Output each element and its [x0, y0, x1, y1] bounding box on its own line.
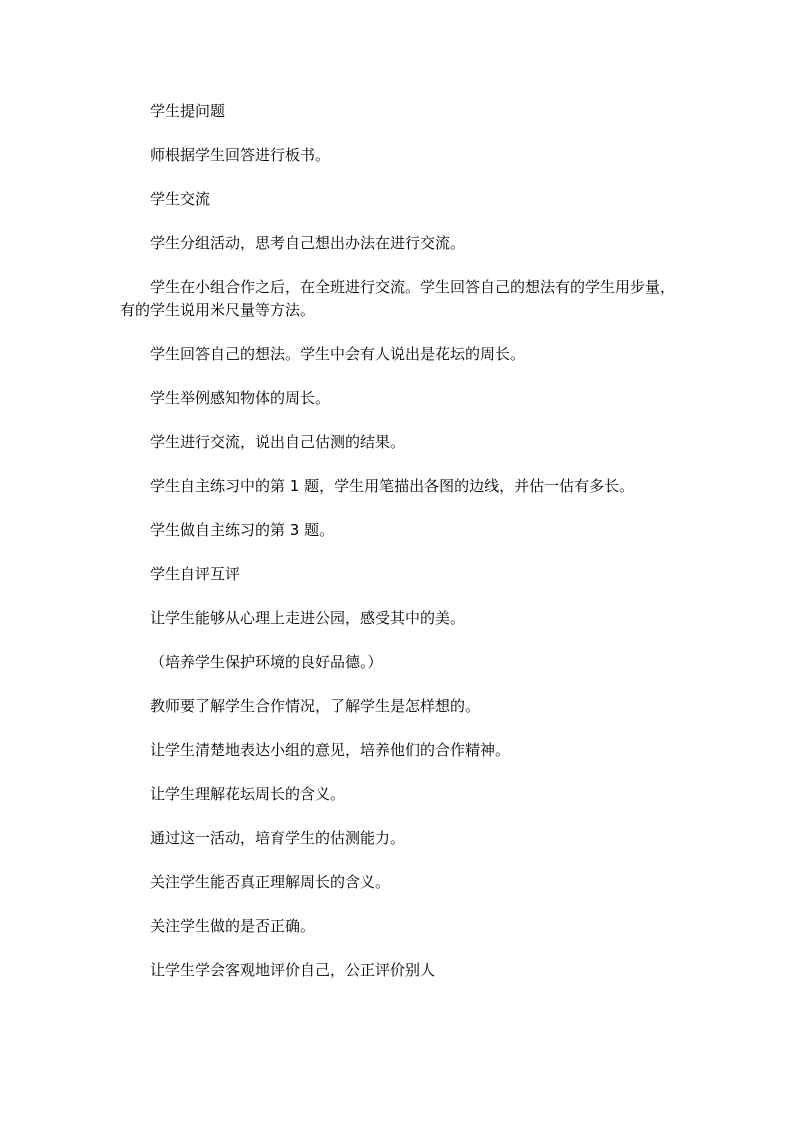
paragraph: 关注学生能否真正理解周长的含义。 [150, 873, 391, 891]
paragraph: 让学生理解花坛周长的含义。 [150, 785, 346, 803]
paragraph: 学生在小组合作之后，在全班进行交流。学生回答自己的想法有的学生用步量，有的学生说用米尺量等方法。 [120, 278, 676, 319]
paragraph: （培养学生保护环境的良好品德。） [150, 653, 383, 671]
paragraph: 学生提问题 [150, 102, 226, 120]
paragraph: 学生进行交流，说出自己估测的结果。 [150, 433, 406, 451]
paragraph: 教师要了解学生合作情况，了解学生是怎样想的。 [150, 697, 481, 715]
paragraph: 学生分组活动，思考自己想出办法在进行交流。 [150, 234, 466, 252]
document-body [120, 100, 680, 1003]
paragraph: 通过这一活动，培育学生的估测能力。 [150, 829, 406, 847]
paragraph: 学生自主练习中的第 1 题，学生用笔描出各图的边线，并估一估有多长。 [150, 477, 635, 495]
paragraph: 师根据学生回答进行板书。 [150, 146, 331, 164]
paragraph: 学生交流 [150, 190, 211, 208]
paragraph: 让学生能够从心理上走进公园，感受其中的美。 [150, 609, 466, 627]
paragraph: 学生自评互评 [150, 565, 241, 583]
paragraph: 学生回答自己的想法。学生中会有人说出是花坛的周长。 [150, 345, 526, 363]
paragraph: 让学生学会客观地评价自己，公正评价别人 [150, 961, 436, 979]
paragraph: 学生举例感知物体的周长。 [150, 389, 331, 407]
paragraph: 让学生清楚地表达小组的意见，培养他们的合作精神。 [150, 741, 511, 759]
paragraph: 关注学生做的是否正确。 [150, 917, 316, 935]
paragraph: 学生做自主练习的第 3 题。 [150, 521, 335, 539]
